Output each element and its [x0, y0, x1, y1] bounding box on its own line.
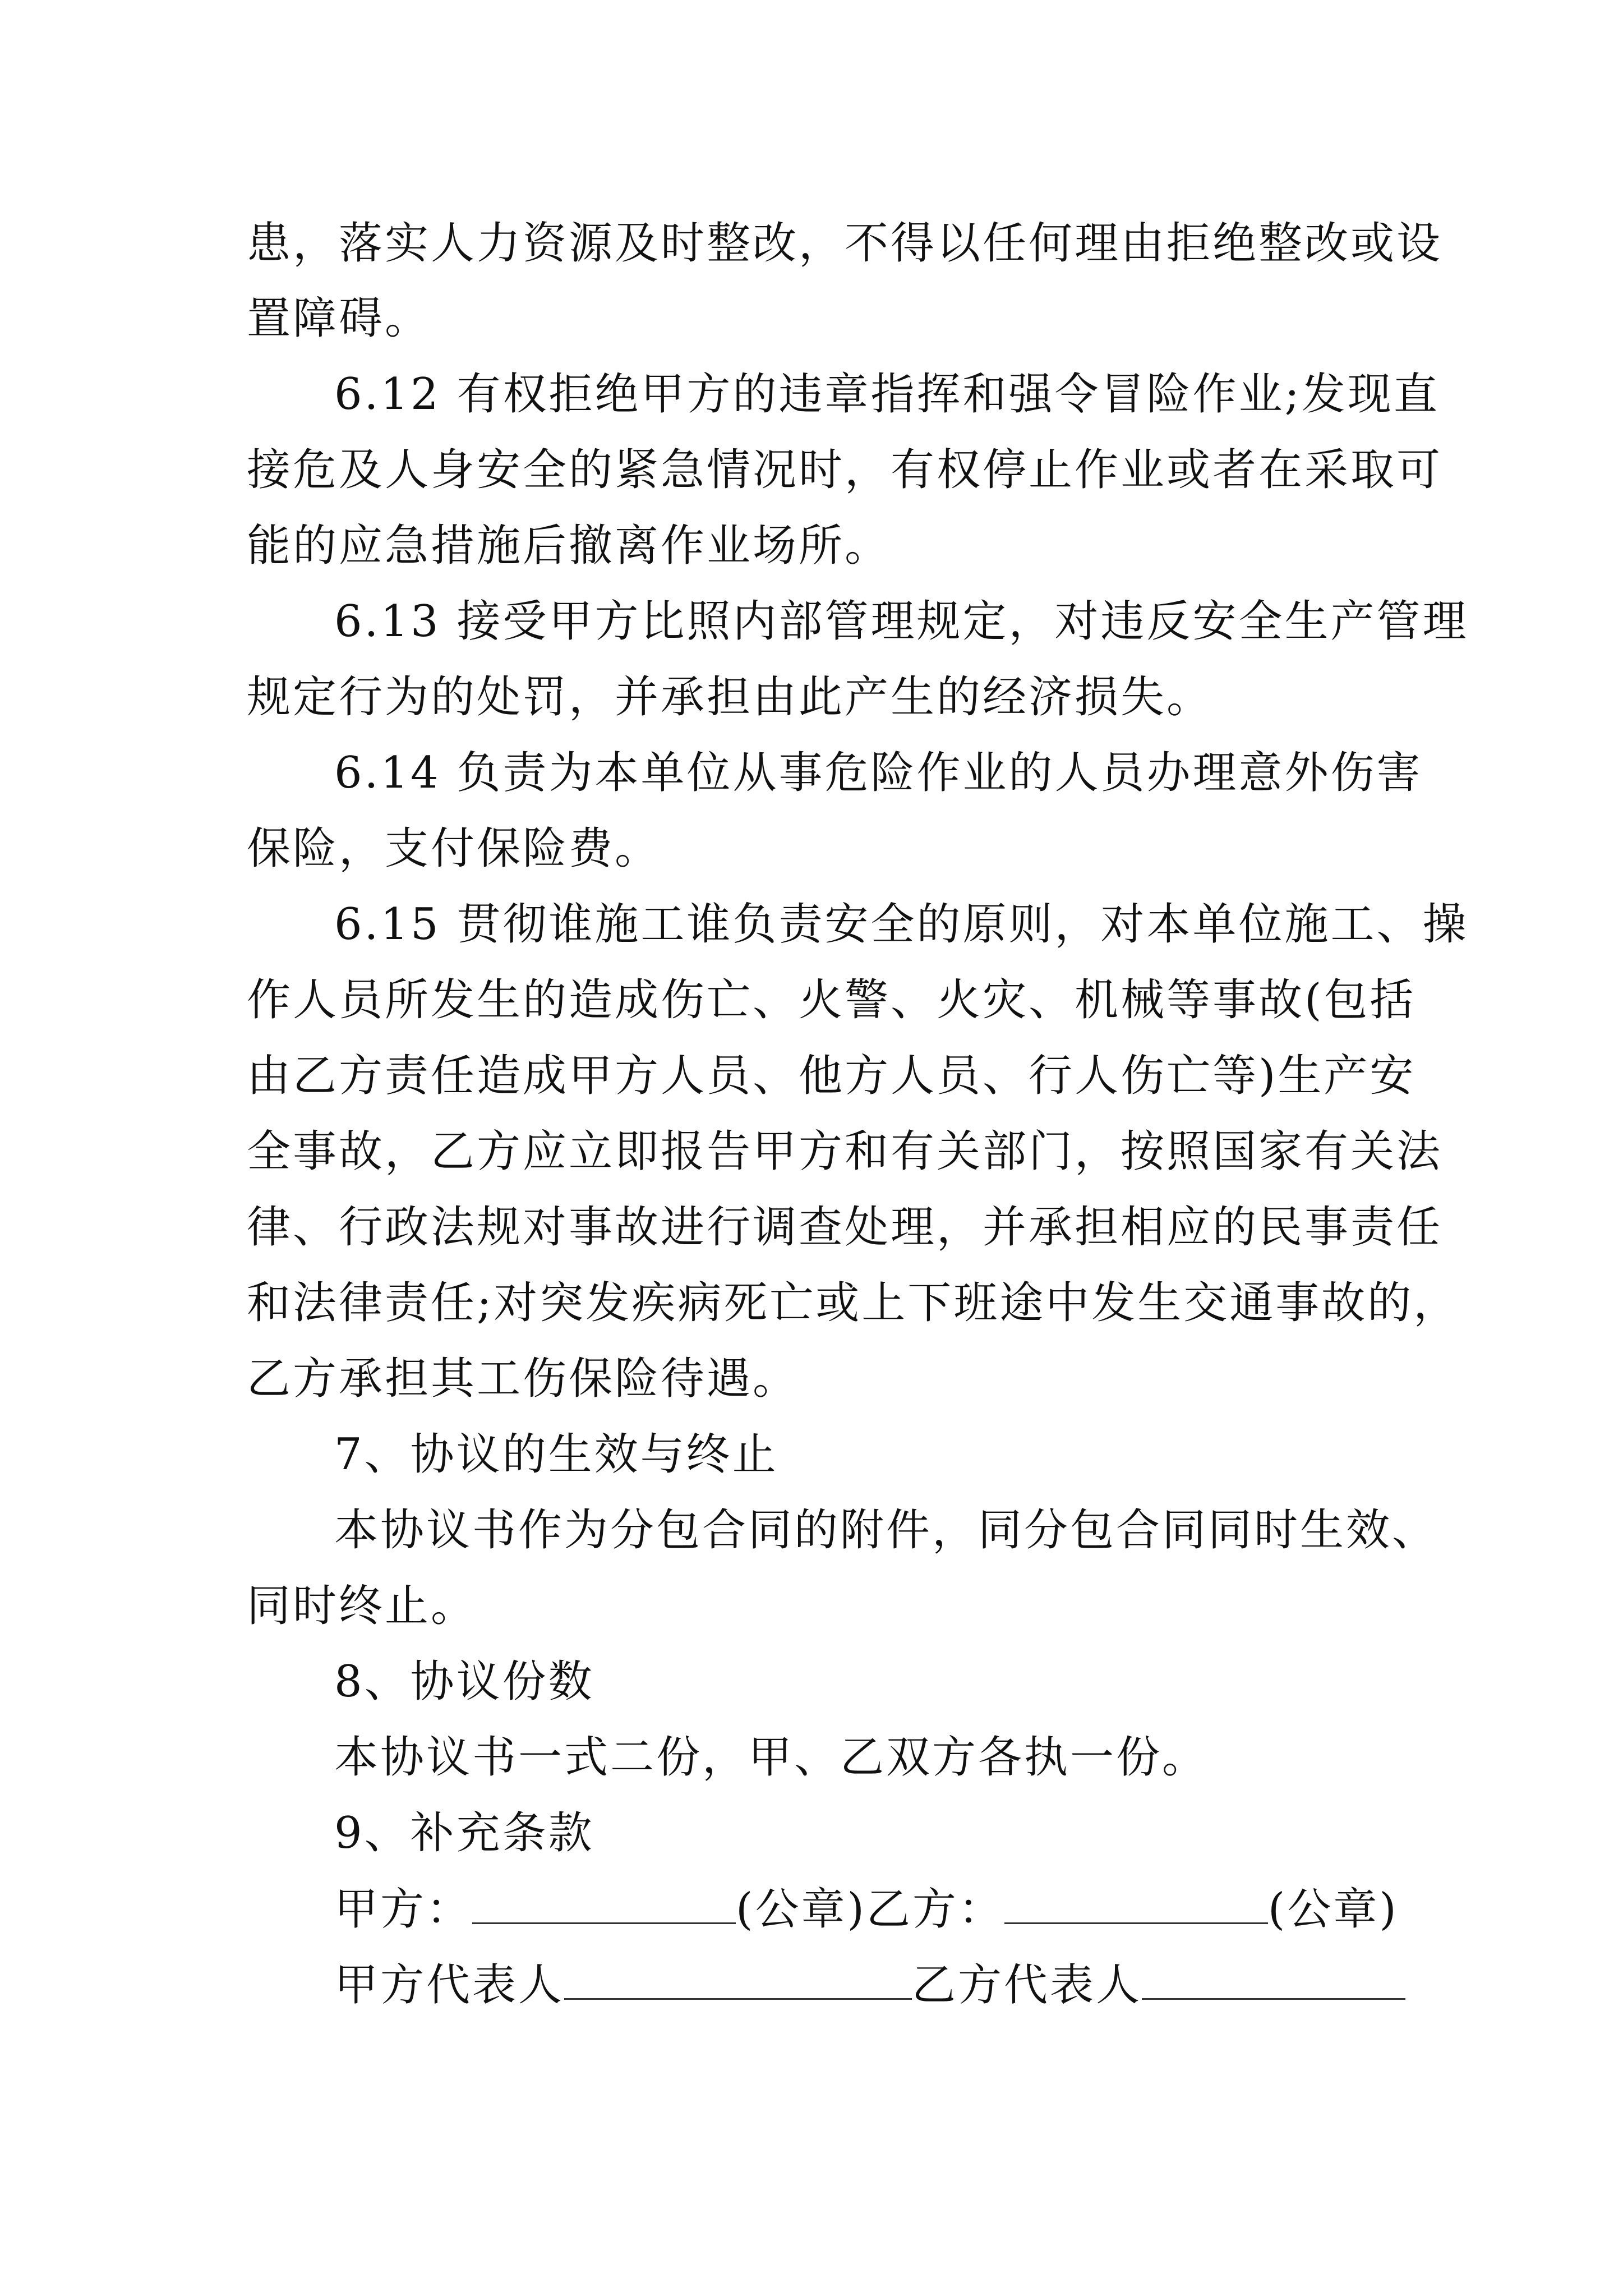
text-line: 能的应急措施后撤离作业场所。 — [247, 521, 891, 571]
clause-6-14: 6.14 负责为本单位从事危险作业的人员办理意外伤害 — [334, 748, 1423, 798]
party-a-seal: (公章) — [736, 1884, 866, 1935]
text-line: 置障碍。 — [247, 293, 431, 344]
rep-b-label: 乙方代表人 — [912, 1960, 1142, 2010]
party-b-blank[interactable] — [1004, 1882, 1268, 1924]
text-line: 同时终止。 — [247, 1581, 477, 1631]
party-signature-row — [334, 1882, 1399, 1936]
party-b-label: 乙方： — [866, 1884, 1004, 1935]
text-line: 和法律责任;对突发疾病死亡或上下班途中发生交通事故的， — [247, 1278, 1460, 1328]
section-9-heading: 9、补充条款 — [334, 1808, 594, 1858]
rep-b-blank[interactable] — [1142, 1958, 1405, 2000]
text-line: 规定行为的处罚，并承担由此产生的经济损失。 — [247, 672, 1213, 723]
text-line: 保险，支付保险费。 — [247, 823, 661, 874]
text-line: 律、行政法规对事故进行调查处理，并承担相应的民事责任 — [247, 1202, 1443, 1253]
rep-a-blank[interactable] — [564, 1958, 912, 2000]
section-8-heading: 8、协议份数 — [334, 1657, 594, 1707]
text-line: 作人员所发生的造成伤亡、火警、火灾、机械等事故(包括 — [247, 975, 1416, 1025]
clause-6-13: 6.13 接受甲方比照内部管理规定，对违反安全生产管理 — [334, 596, 1469, 647]
text-line: 全事故，乙方应立即报告甲方和有关部门，按照国家有关法 — [247, 1126, 1443, 1177]
representative-signature-row — [334, 1958, 1405, 2012]
text-line: 接危及人身安全的紧急情况时，有权停止作业或者在采取可 — [247, 445, 1443, 495]
clause-6-15: 6.15 贯彻谁施工谁负责安全的原则，对本单位施工、操 — [334, 899, 1469, 950]
party-b-seal: (公章) — [1267, 1884, 1399, 1935]
section-7-heading: 7、协议的生效与终止 — [334, 1429, 778, 1480]
text-line: 乙方承担其工伤保险待遇。 — [247, 1354, 799, 1404]
party-a-blank[interactable] — [472, 1882, 736, 1924]
text-line: 由乙方责任造成甲方人员、他方人员、行人伤亡等)生产安 — [247, 1051, 1416, 1101]
rep-a-label: 甲方代表人 — [334, 1960, 565, 2010]
clause-6-12: 6.12 有权拒绝甲方的违章指挥和强令冒险作业;发现直 — [334, 369, 1440, 420]
text-line: 本协议书作为分包合同的附件，同分包合同同时生效、 — [334, 1505, 1438, 1556]
party-a-label: 甲方： — [334, 1884, 473, 1935]
text-line: 本协议书一式二份，甲、乙双方各执一份。 — [334, 1732, 1209, 1783]
text-line: 患，落实人力资源及时整改，不得以任何理由拒绝整改或设 — [247, 218, 1443, 269]
